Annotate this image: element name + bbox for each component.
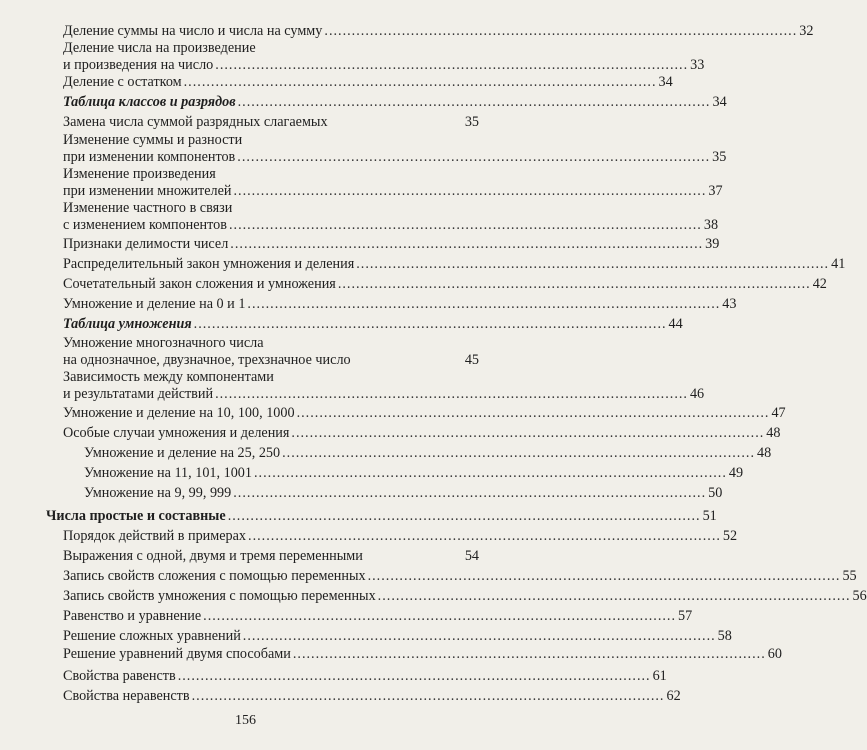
toc-entry-title: Признаки делимости чисел: [63, 236, 229, 252]
toc-entry-page: 33: [690, 57, 705, 73]
toc-entry-page: 56: [852, 588, 867, 604]
toc-entry-page: 48: [756, 445, 772, 461]
toc-entry-title: Порядок действий в примерах: [63, 528, 247, 544]
toc-entry-page: 44: [668, 316, 683, 332]
book-page: Деление суммы на число и числа на сумму ........................................................................................................ 32 Деление числа на произведение и произведения на число ........................................................................................................ 33 Деление с остатком ........................................................................................................ 34 Таблица классов и разрядов ........................................................................................................ 34 Замена числа суммой разрядных слагаемых 35 Изменение суммы и разности при изменении компонентов ........................................................................................................ 35 Изменение произведения при изменении множителей ........................................................................................................ 37 Изменение частного в связи с изменением компонентов ........................................................................................................ 38 Признаки делимости чисел ........................................................................................................ 39 Распределительный закон умножения и деления ........................................................................................................ 41 Сочетательный закон сложения и умножения ........................................................................................................ 42 Умножение и деление на 0 и 1 ........................................................................................................ 43 Таблица умножения ........................................................................................................ 44 Умножение многозначного числа на однозначное, двузначное, трехзначное число 45 Зависимость между компонентами и результатами действий ........................................................................................................ 46 Умножение и деление на 10, 100, 1000 ........................................................................................................ 47 Особые случаи умножения и деления ........................................................................................................ 48 Умножение и деление на 25, 250 ........................................................................................................ 48 Умножение на 11, 101, 1001 ........................................................................................................ 49 Умножение на 9, 99, 999 ........................................................................................................ 50 Числа простые и составные ........................................................................................................ 51 Порядок действий в примерах ........................................................................................................ 52 Выражения с одной, двумя и тремя переменными 54 Запись свойств сложения с помощью переменных ........................................................................................................ 55 Запись свойств умножения с помощью переменных ........................................................................................................ 56 Равенство и уравнение ........................................................................................................ 57 Решение сложных уравнений ........................................................................................................ 58 Решение уравнений двумя способами ........................................................................................................ 60 Свойства равенств ........................................................................................................ 61 Свойства неравенств ........................................................................................................ 62 156: [0, 0, 491, 750]
toc-entry-title: Свойства равенств: [63, 668, 176, 684]
toc-entry-title: и произведения на число: [63, 57, 214, 73]
toc-entry-title: Умножение и деление на 0 и 1: [63, 296, 246, 312]
toc-entry-title: Умножение на 11, 101, 1001: [84, 465, 252, 481]
toc-entry-title: Свойства неравенств: [63, 688, 190, 704]
toc-entry-title: Числа простые и составные: [46, 508, 226, 524]
toc-entry-page: 46: [689, 386, 705, 402]
toc-entry-page: 52: [722, 528, 738, 544]
toc-entry-page: 49: [728, 465, 744, 481]
toc-entry-title: Умножение на 9, 99, 999: [84, 485, 232, 501]
toc-entry-page: 41: [831, 256, 846, 272]
toc-entry-title: Деление с остатком: [63, 74, 182, 90]
toc-entry-title: Запись свойств сложения с помощью переменных: [63, 568, 366, 584]
toc-entry-title: Таблица умножения: [63, 316, 192, 332]
toc-entry-page: 50: [708, 485, 723, 501]
toc-entry-title-line: Умножение многозначного числа: [63, 335, 264, 351]
toc-entry-title: при изменении компонентов: [63, 149, 236, 165]
toc-entry-title-line: Деление числа на произведение: [63, 40, 256, 56]
toc-entry-title: с изменением компонентов: [63, 217, 227, 233]
toc-entry-page: 38: [703, 217, 719, 233]
toc-entry-page: 62: [666, 688, 681, 704]
toc-entry-title: Таблица классов и разрядов: [63, 94, 236, 110]
toc-entry-title-line: Изменение частного в связи: [63, 200, 233, 216]
toc-entry-title: Решение уравнений двумя способами: [63, 646, 291, 662]
page-number: 156: [235, 713, 256, 728]
toc-entry-page: 37: [708, 183, 723, 199]
toc-entry-page: 43: [722, 296, 737, 312]
toc-entry-page: 42: [812, 276, 827, 292]
toc-entry-title: Равенство и уравнение: [63, 608, 202, 624]
toc-entry-title: при изменении множителей: [63, 183, 232, 199]
toc-entry-page: 39: [705, 236, 720, 252]
toc-entry-page: 54: [464, 548, 479, 564]
toc-entry-title: Решение сложных уравнений: [63, 628, 241, 644]
toc-entry-title: Выражения с одной, двумя и тремя переменными: [63, 548, 363, 564]
toc-entry-title: Умножение и деление на 25, 250: [84, 445, 281, 461]
toc-entry-title: на однозначное, двузначное, трехзначное число: [63, 352, 351, 368]
toc-entry-title: Замена числа суммой разрядных слагаемых: [63, 114, 328, 130]
toc-entry-page: 55: [842, 568, 857, 584]
toc-entry-title: Запись свойств умножения с помощью переменных: [63, 588, 376, 604]
toc-entry-page: 35: [464, 114, 479, 130]
toc-entry-page: 34: [658, 74, 673, 90]
toc-entry-page: 51: [702, 508, 717, 524]
toc-entry-page: 57: [678, 608, 693, 624]
toc-entry-page: 45: [464, 352, 479, 368]
toc-entry-title-line: Зависимость между компонентами: [63, 369, 274, 385]
toc-entry-title-line: Изменение суммы и разности: [63, 132, 243, 148]
toc-entry-page: 60: [767, 646, 782, 662]
toc-entry-page: 61: [652, 668, 667, 684]
toc-entry-title: Умножение и деление на 10, 100, 1000: [63, 405, 295, 421]
toc-entry-page: 48: [766, 425, 781, 441]
toc-entry-title: и результатами действий: [63, 386, 214, 402]
toc-entry-page: 47: [771, 405, 786, 421]
toc-entry-page: 34: [712, 94, 727, 110]
toc-entry-title: Распределительный закон умножения и деления: [63, 256, 355, 272]
toc-entry-page: 35: [712, 149, 727, 165]
toc-entry-title: Сочетательный закон сложения и умножения: [63, 276, 336, 292]
toc-entry-page: 58: [717, 628, 732, 644]
toc-entry-title: Особые случаи умножения и деления: [63, 425, 290, 441]
toc-entry-title: Деление суммы на число и числа на сумму: [63, 23, 323, 39]
toc-entry-title-line: Изменение произведения: [63, 166, 216, 182]
toc-entry-page: 32: [799, 23, 814, 39]
